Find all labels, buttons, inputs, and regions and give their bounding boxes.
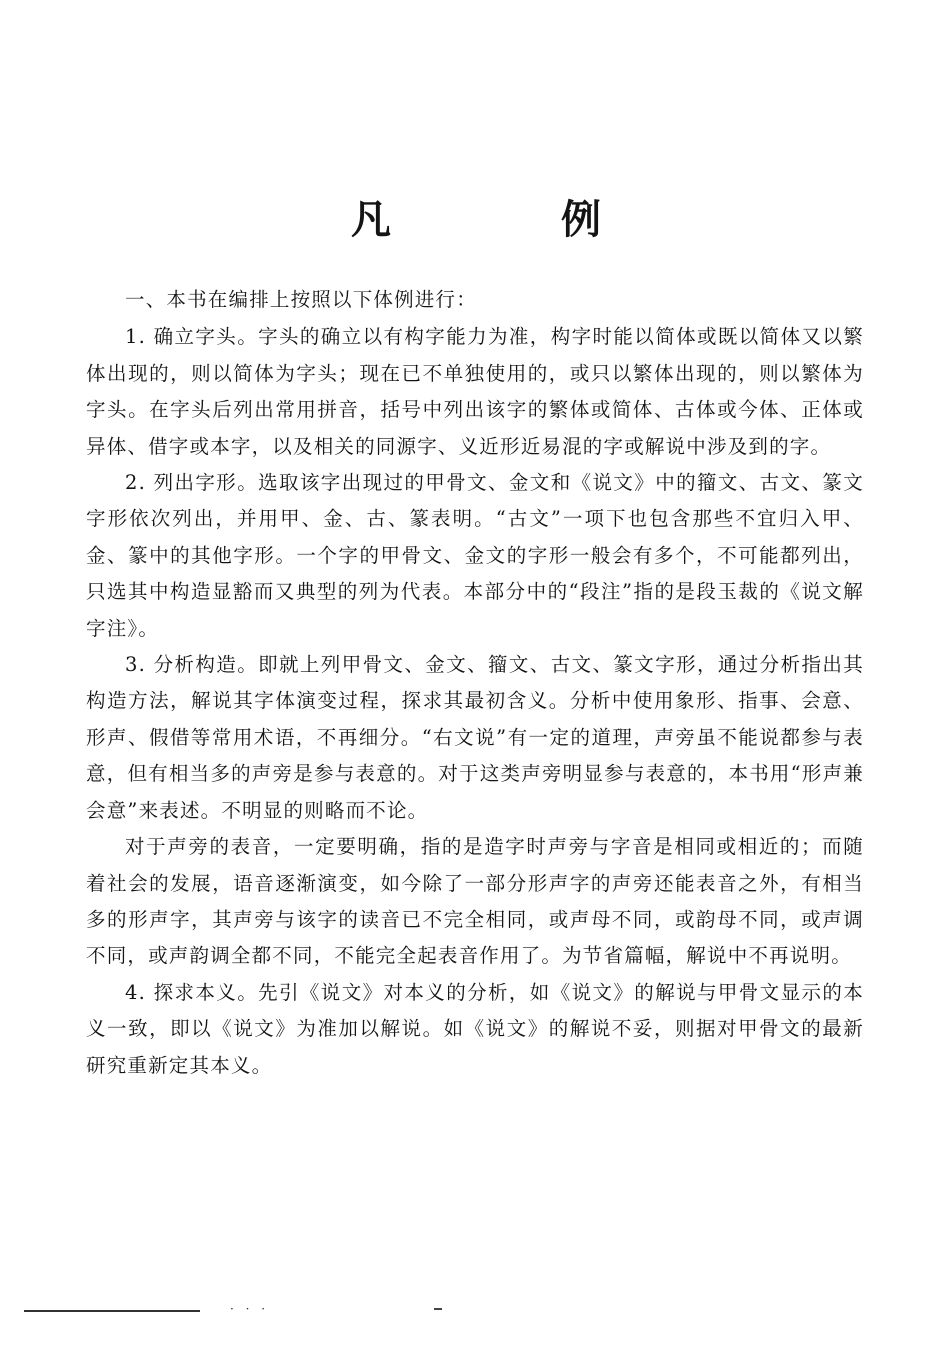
paragraph-2: 2. 列出字形。选取该字出现过的甲骨文、金文和《说文》中的籀文、古文、篆文字形依次列出，并用甲、金、古、篆表明。“古文”一项下也包含那些不宜归入甲、金、篆中的其他字形。一个字的甲骨文、金文的字形一般会有多个，不可能都列出，只选其中构造显豁而又典型的列为代表。本部分中的“段注”指的是段玉裁的《说文解字注》。	[86, 471, 864, 640]
paragraph-1: 1. 确立字头。字头的确立以有构字能力为准，构字时能以简体或既以简体又以繁体出现的，则以简体为字头；现在已不单独使用的，或只以繁体出现的，则以繁体为字头。在字头后列出常用拼音，括号中列出该字的繁体或简体、古体或今体、正体或异体、借字或本字，以及相关的同源字、义近形近易混的字或解说中涉及到的字。	[86, 325, 864, 458]
paragraph-3-continued: 对于声旁的表音，一定要明确，指的是造字时声旁与字音是相同或相近的；而随着社会的发展，语音逐渐演变，如今除了一部分形声字的声旁还能表音之外，有相当多的形声字，其声旁与该字的读音已不完全相同，或声母不同，或韵母不同，或声调不同，或声韵调全都不同，不能完全起表音作用了。为节省篇幅，解说中不再说明。	[86, 835, 864, 968]
footer-marks: · · ·	[230, 1302, 270, 1316]
body-text	[86, 282, 864, 1084]
paragraph-4: 4. 探求本义。先引《说文》对本义的分析，如《说文》的解说与甲骨文显示的本义一致，即以《说文》为准加以解说。如《说文》的解说不妥，则据对甲骨文的最新研究重新定其本义。	[86, 980, 864, 1077]
intro-paragraph: 一、本书在编排上按照以下体例进行：	[125, 288, 477, 311]
page-title: 凡 例	[351, 196, 679, 243]
footer-rule	[24, 1310, 200, 1312]
footer-dash	[434, 1308, 442, 1310]
paragraph-3: 3. 分析构造。即就上列甲骨文、金文、籀文、古文、篆文字形，通过分析指出其构造方法，解说其字体演变过程，探求其最初含义。分析中使用象形、指事、会意、形声、假借等常用术语，不再细分。“右文说”有一定的道理，声旁虽不能说都参与表意，但有相当多的声旁是参与表意的。对于这类声旁明显参与表意的，本书用“形声兼会意”来表述。不明显的则略而不论。	[86, 653, 864, 822]
page-footer	[24, 1302, 444, 1316]
